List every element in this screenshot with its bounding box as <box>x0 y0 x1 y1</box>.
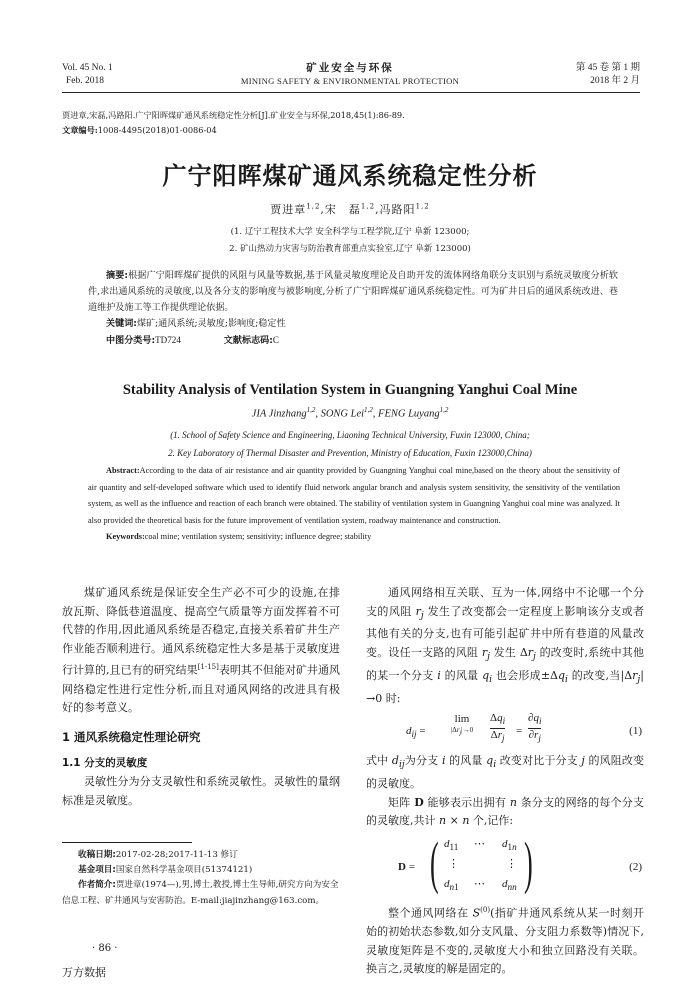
abstract-en: Abstract:According to the data of air resistance and air quantity provided by Guangning Yanghui coal mine,based on the theory about the sensitivity of air quantity and self-developed software which used to identify fluid network angular branch and analysis system sensitivity, the sensitivity of the ventilation system, as well as the influence and reaction of each branch were obtained. The stability of ventilation system in Guangning Yanghui coal mine was analyzed. It also provided the theoretical basis for the future improvement of ventilation system, roadway maintenance and construction. Keywords:coal mine; ventilation system; sensitivity; influence degree; stability <box>88 466 620 541</box>
citation-block <box>62 108 640 138</box>
equation-2: D = ( $d_{11}$ ⋯ $d_{1n}$ ⋮ ⋮ $d_{n1}$ ⋯ $d_{nn}$ ) (2) <box>398 829 642 895</box>
section-1-1-paragraph: 灵敏性分为分支灵敏性和系统灵敏性。灵敏性的量纲标准是灵敏度。 <box>62 775 340 807</box>
left-column <box>62 584 340 810</box>
section-heading-1-1: 1.1 分支的灵敏度 <box>62 757 148 770</box>
authors-en: JIA Jinzhang$^{1,2}$, SONG Lei$^{1,2}$, FENG Luyang$^{1,2}$ <box>251 406 449 420</box>
equation-1: $d_{ij}$ = lim $|\Delta r_j|\to 0$ $\Delta q_i$ $\Delta r_j$ = $\frac{\partial q_i}{\partial r_j}$ (1) <box>406 712 642 744</box>
footnote-rule <box>62 842 192 843</box>
keywords-cn: 煤矿;通风系统;灵敏度;影响度;稳定性 <box>136 319 286 329</box>
authors-cn: 贾进章$^{1,2}$,宋 磊$^{1,2}$,冯路阳$^{1,2}$ <box>270 202 430 216</box>
page-number: · 86 · <box>92 943 118 954</box>
matrix-paragraph: 矩阵 D 能够表示出拥有 n 条分支的网络的每个分支的灵敏度,共计 n × n 个,记作: <box>366 795 644 828</box>
keywords-label-cn: 关键词: <box>106 319 137 329</box>
equation-1-number: (1) <box>629 725 642 738</box>
keywords-en: coal mine; ventilation system; sensitivity; influence degree; stability <box>144 532 372 541</box>
doc-code: C <box>272 335 279 345</box>
citation: 贾进章,宋磊,冯路阳.广宁阳晖煤矿通风系统稳定性分析[J].矿业安全与环保,2018,45(1):86-89. <box>62 110 405 120</box>
right-column <box>366 584 644 979</box>
watermark: 万方数据 <box>62 966 106 979</box>
section-heading-1: 1 通风系统稳定性理论研究 <box>62 729 201 744</box>
header-rule <box>62 92 640 93</box>
article-number: 文章编号:1008-4495(2018)01-0086-04 <box>62 125 217 135</box>
abstract-cn: 摘要:根据广宁阳晖煤矿提供的风阻与风量等数据,基于风量灵敏度理论及自助开发的流体网络角联分支识别与系统灵敏度分析软件,求出通风系统的灵敏度,以及各分支的影响度与被影响度,分析了广宁阳晖煤矿通风系统稳定性。可为矿井日后的通风系统改进、巷道维护及施工等工作提供理论依据。 关键词:煤矿;通风系统;灵敏度;影响度;稳定性 中图分类号:TD724 文献标志码:C <box>88 271 618 346</box>
equation-1-explanation: 式中 $d_{ij}$为分支 i 的风量 $q_i$ 改变对比于分支 j 的风阻改变的灵敏度。 <box>366 754 645 790</box>
clc-code: TD724 <box>155 335 181 345</box>
footnote: 收稿日期:2017-02-28;2017-11-13 修订 基金项目:国家自然科学基金项目(51374121) 作者简介:贾进章(1974—),男,博士,教授,博士生导师,研究方向为安全信息工程、矿井通风与安害防治。E-mail:jiajinzhang@163.com。 <box>62 850 339 906</box>
page-title-cn: 广宁阳晖煤矿通风系统稳定性分析 <box>162 162 538 190</box>
initial-state-paragraph: 整个通风网络在 $S^{(0)}$(指矿井通风系统从某一时刻开始的初始状态参数,如分支风量、分支阻力系数等)情况下,灵敏度矩阵是不变的,灵敏度大小和独立回路没有关联。换言之,灵敏度的解是固定的。 <box>366 905 644 976</box>
affiliations-cn: (1. 辽宁工程技术大学 安全科学与工程学院,辽宁 阜新 123000; 2. 矿山热动力灾害与防治教育部重点实验室,辽宁 阜新 123000) <box>229 227 471 254</box>
equation-2-number: (2) <box>629 860 642 873</box>
header-volume-en: Vol. 45 No. 1 Feb. 2018 <box>62 63 113 86</box>
page-title-en: Stability Analysis of Ventilation System in Guangning Yanghui Coal Mine <box>122 382 578 398</box>
header-volume-cn: 第 45 卷 第 1 期 2018 年 2 月 <box>575 63 640 86</box>
journal-name-cn: 矿业安全与环保 <box>306 62 394 74</box>
intro-paragraph: 煤矿通风系统是保证安全生产必不可少的设施,在排放瓦斯、降低巷道温度、提高空气质量等方面发挥着不可代替的作用,因此通风系统是否稳定,直接关系着矿井生产作业能否顺利进行。通风系统稳定性大多是基于灵敏度进行计算的,且已有的研究结果[1-15]表明其不但能对矿井通风网络稳定性进行定性分析,而且对通风网络的改进具有极好的参考意义。 <box>62 586 341 715</box>
keywords-label-en: Keywords: <box>106 532 145 541</box>
network-paragraph: 通风网络相互关联、互为一体,网络中不论哪一个分支的风阻 $r_j$ 发生了改变都会一定程度上影响该分支或者其他有关的分支,也有可能引起矿井中所有巷道的风量改变。设任一支路的风阻 $r_j$ 发生 $\Delta r_j$ 的改变时,系统中其他的某一个分支 i 的风量 $q_i$ 也会形成$\pm\Delta q_i$ 的改变,当$|\Delta r_j|\to 0$ 时: <box>366 586 645 705</box>
journal-name-en: MINING SAFETY & ENVIRONMENTAL PROTECTION <box>240 76 460 86</box>
affiliations-en: (1. School of Safety Science and Engineering, Liaoning Technical University, Fuxin 123000, China; 2. Key Laboratory of Thermal Disaster and Prevention, Ministry of Education, Fuxin 123000,China) <box>168 430 532 458</box>
